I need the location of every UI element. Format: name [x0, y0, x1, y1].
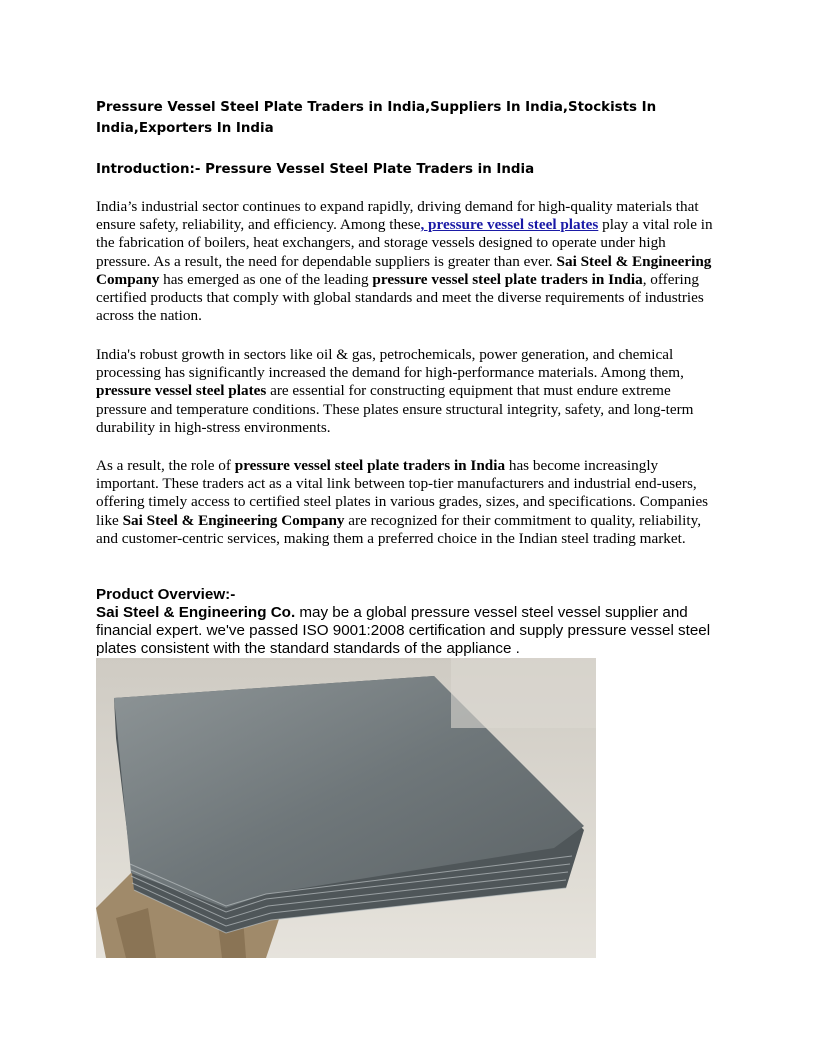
p1-text-3: has emerged as one of the leading [159, 270, 373, 288]
p2-text-1: India's robust growth in sectors like oil & gas, petrochemicals, power generation, and chemical processing has significantly increased the demand for high-performance materials. Among them, [96, 346, 684, 382]
overview-heading: Product Overview:- [96, 586, 236, 603]
p2-bold-1: pressure vessel steel plates [96, 382, 267, 400]
p2-text-2: are essential for constructing equipment that must endure extreme pressure and temperature conditions. These plates ensure structural integrity, safety, and long-term durability in high-stress environments. [96, 382, 694, 436]
p3-text-2: has become increasingly important. These traders act as a vital link between top-tier manufacturers and industrial end-users, offering timely access to certified steel plates in various grades, sizes, and specifications. Companies like [96, 457, 709, 529]
p1-text-4: , offering certified products that comply with global standards and meet the diverse requirements of industries across the nation. [96, 270, 704, 325]
page-title: Pressure Vessel Steel Plate Traders in India,Suppliers In India,Stockists In India,Exporters In India [96, 100, 657, 136]
intro-heading: Introduction:- Pressure Vessel Steel Plate Traders in India [96, 162, 535, 177]
pressure-vessel-link[interactable]: , pressure vessel steel plates [420, 216, 599, 234]
p3-bold-1: pressure vessel steel plate traders in India [234, 457, 506, 474]
traders-paragraph [96, 457, 722, 548]
growth-paragraph [96, 346, 722, 437]
p3-text-1: As a result, the role of [96, 457, 235, 474]
background-wall [451, 658, 596, 728]
steel-plates-photo [96, 658, 596, 958]
p1-text-2: play a vital role in the fabrication of boilers, heat exchangers, and storage vessels designed to operate under high pressure. As a result, the need for dependable suppliers is greater than ever. [96, 216, 713, 270]
p1-bold-2: pressure vessel steel plate traders in India [372, 270, 643, 288]
intro-paragraph [96, 198, 722, 325]
overview-text: may be a global pressure vessel steel vessel supplier and financial expert. we've passed ISO 9001:2008 certification and supply pressure vessel steel plates consistent with the standard standards of the appliance . [96, 604, 711, 657]
p1-text-1: India’s industrial sector continues to expand rapidly, driving demand for high-quality materials that ensure safety, reliability, and efficiency. Among these [96, 198, 699, 234]
p3-text-3: are recognized for their commitment to quality, reliability, and customer-centric services, making them a preferred choice in the Indian steel trading market. [96, 511, 701, 547]
overview-paragraph [96, 604, 722, 658]
p3-bold-2: Sai Steel & Engineering Company [122, 511, 345, 529]
steel-plates-illustration [96, 658, 596, 958]
p1-bold-1: Sai Steel & Engineering Company [96, 252, 712, 288]
overview-bold: Sai Steel & Engineering Co. [96, 604, 296, 621]
